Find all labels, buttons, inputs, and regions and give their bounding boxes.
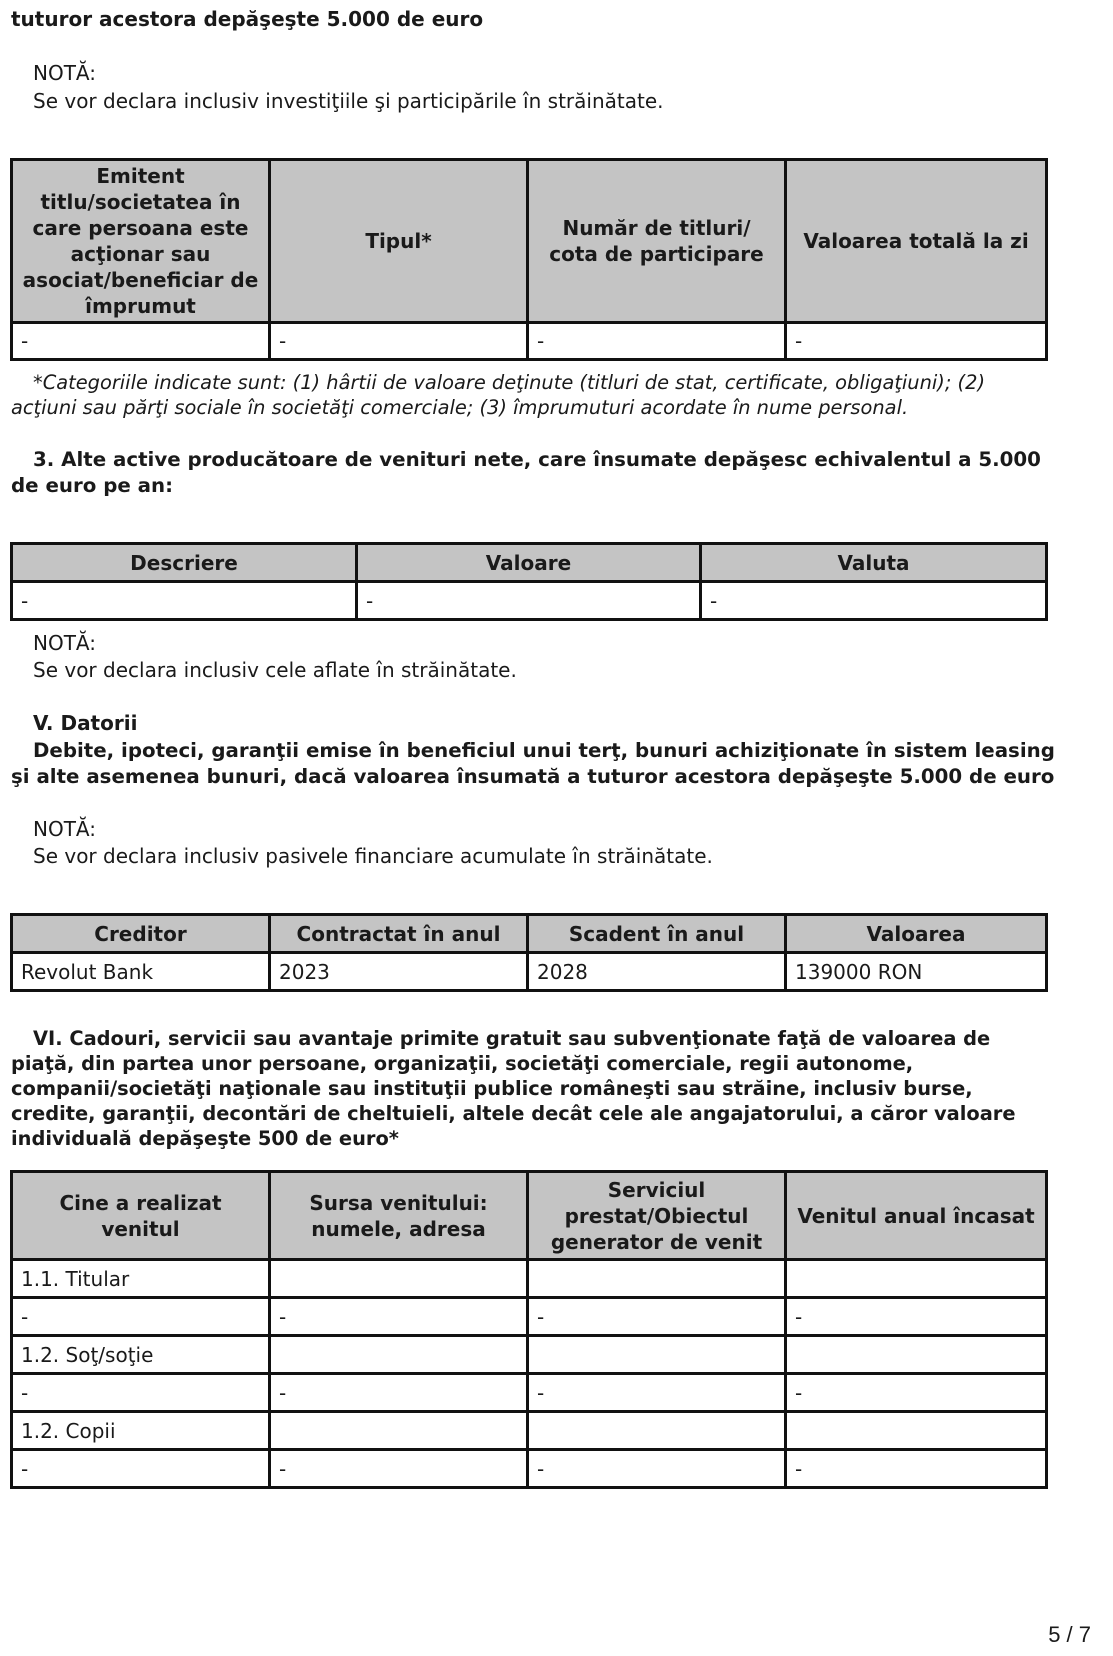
note-text: Se vor declara inclusiv investiţiile şi participările în străinătate. <box>33 89 664 113</box>
note-text: Se vor declara inclusiv cele aflate în străinătate. <box>33 658 517 682</box>
table-cell: - <box>528 1450 786 1488</box>
table-cell <box>270 1336 528 1374</box>
table-row <box>12 1412 1047 1450</box>
table-row <box>12 1450 1047 1488</box>
table-row <box>12 582 1047 620</box>
table-cell: - <box>786 1374 1047 1412</box>
table-cell: - <box>701 582 1047 620</box>
table-cell: - <box>12 1374 270 1412</box>
investments-table <box>10 158 1048 361</box>
table-cell: - <box>12 323 270 360</box>
table-row <box>12 1374 1047 1412</box>
table-cell: - <box>528 323 786 360</box>
section-vi-title: VI. Cadouri, servicii sau avantaje primite gratuit sau subvenţionate faţă de valoarea de piaţă, din partea unor persoane, organizaţii, societăţi comerciale, regii autonome, companii/societăţi naţionale sau instituţii publice româneşti sau străine, inclusiv burse, credite, garanţii, decontări de cheltuieli, altele decât cele ale angajatorului, a căror valoare individuală depăşeşte 500 de euro* <box>11 1027 1016 1150</box>
table-cell: - <box>786 1450 1047 1488</box>
table-cell: 1.2. Soţ/soţie <box>12 1336 270 1374</box>
table-header-row <box>12 915 1047 953</box>
header-valoare: Valoare <box>357 544 701 582</box>
section-v-description: Debite, ipoteci, garanţii emise în beneficiul unui terţ, bunuri achiziţionate în sistem leasing şi alte asemenea bunuri, dacă valoarea însumată a tuturor acestora depăşeşte 5.000 de euro <box>11 739 1055 788</box>
continuation-line: tuturor acestora depăşeşte 5.000 de euro <box>11 7 484 31</box>
table-row <box>12 953 1047 991</box>
table-cell <box>270 1260 528 1298</box>
header-tipul: Tipul* <box>270 160 528 323</box>
table-cell: - <box>786 1298 1047 1336</box>
table-cell <box>528 1336 786 1374</box>
debts-table <box>10 913 1048 992</box>
table-cell <box>528 1260 786 1298</box>
header-scadent: Scadent în anul <box>528 915 786 953</box>
table-row <box>12 1336 1047 1374</box>
page-number: 5 / 7 <box>1048 1622 1091 1647</box>
note-text: Se vor declara inclusiv pasivele financiare acumulate în străinătate. <box>33 844 713 868</box>
table-cell: - <box>12 1450 270 1488</box>
table-cell: Revolut Bank <box>12 953 270 991</box>
header-contractat: Contractat în anul <box>270 915 528 953</box>
section-v-title: V. Datorii <box>33 711 138 735</box>
header-sursa: Sursa venitului: numele, adresa <box>270 1172 528 1260</box>
gifts-table <box>10 1170 1048 1489</box>
header-creditor: Creditor <box>12 915 270 953</box>
table-cell: 139000 RON <box>786 953 1047 991</box>
table-header-row <box>12 544 1047 582</box>
table-cell <box>786 1336 1047 1374</box>
table-cell: - <box>270 1374 528 1412</box>
table-cell <box>786 1260 1047 1298</box>
table-cell: - <box>528 1374 786 1412</box>
header-valoarea: Valoarea <box>786 915 1047 953</box>
table-row <box>12 1260 1047 1298</box>
table-cell: 2023 <box>270 953 528 991</box>
table-cell <box>528 1412 786 1450</box>
table-cell: - <box>528 1298 786 1336</box>
footnote-categories: *Categoriile indicate sunt: (1) hârtii de valoare deţinute (titluri de stat, certificate, obligaţiuni); (2) acţiuni sau părţi sociale în societăţi comerciale; (3) împrumuturi acordate în nume personal. <box>11 371 986 419</box>
table-row <box>12 1298 1047 1336</box>
table-cell <box>786 1412 1047 1450</box>
table-cell: 2028 <box>528 953 786 991</box>
table-cell <box>270 1412 528 1450</box>
note-label: NOTĂ: <box>33 631 96 655</box>
header-valoarea-totala: Valoarea totală la zi <box>786 160 1047 323</box>
table-cell: - <box>786 323 1047 360</box>
header-cine: Cine a realizat venitul <box>12 1172 270 1260</box>
table-row <box>12 323 1047 360</box>
header-numar-titluri: Număr de titluri/ cota de participare <box>528 160 786 323</box>
header-descriere: Descriere <box>12 544 357 582</box>
other-assets-table <box>10 542 1048 621</box>
table-cell: - <box>12 1298 270 1336</box>
table-cell: 1.1. Titular <box>12 1260 270 1298</box>
header-emitent: Emitent titlu/societatea în care persoana este acţionar sau asociat/beneficiar de împrumut <box>12 160 270 323</box>
section-3-title: 3. Alte active producătoare de venituri nete, care însumate depăşesc echivalentul a 5.000 de euro pe an: <box>11 448 1041 497</box>
note-label: NOTĂ: <box>33 61 96 85</box>
table-cell: - <box>270 1450 528 1488</box>
table-cell: - <box>357 582 701 620</box>
table-cell: - <box>12 582 357 620</box>
table-cell: 1.2. Copii <box>12 1412 270 1450</box>
note-label: NOTĂ: <box>33 817 96 841</box>
header-serviciul: Serviciul prestat/Obiectul generator de venit <box>528 1172 786 1260</box>
table-cell: - <box>270 1298 528 1336</box>
header-venitul: Venitul anual încasat <box>786 1172 1047 1260</box>
header-valuta: Valuta <box>701 544 1047 582</box>
table-cell: - <box>270 323 528 360</box>
table-header-row <box>12 160 1047 323</box>
table-header-row <box>12 1172 1047 1260</box>
